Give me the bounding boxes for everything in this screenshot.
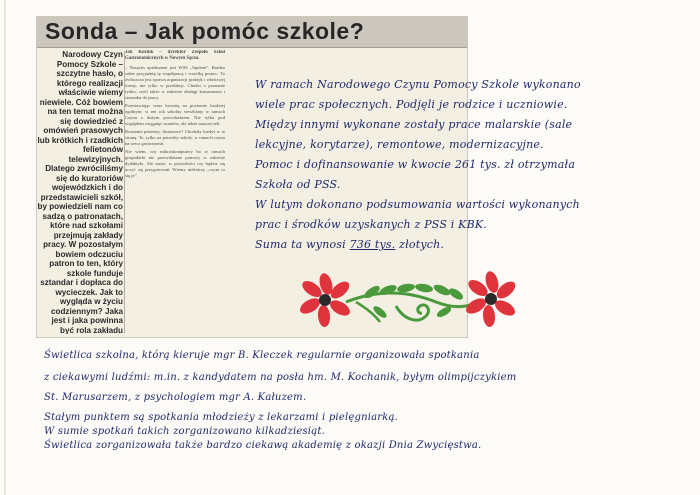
handwritten-line: W lutym dokonano podsumowania wartości wykonanych (255, 198, 580, 211)
clipping-interview-column (125, 50, 225, 334)
handwritten-line: Świetlica szkolna, którą kieruje mgr B. Kleczek regularnie organizowała spotkania (44, 350, 480, 361)
handwritten-line: Świetlica zorganizowała także bardzo ciekawą akademię z okazji Dnia Zwycięstwa. (44, 440, 482, 451)
flower-ornament (296, 262, 522, 344)
handwritten-line: Stałym punktem są spotkania młodzieży z lekarzami i pielęgniarką. (44, 412, 399, 423)
interview-paragraph: Rozmaite prezenty, finansowe? Chodziły kiedyś w te stronę. To, tylko na potrzeby szkoły, w ramach czynu na rzecz gastronomii. (125, 129, 225, 146)
handwritten-line: wiele prac społecznych. Podjęli je rodzice i uczniowie. (255, 98, 568, 111)
page-binding-edge (4, 0, 6, 495)
handwritten-line: W sumie spotkań takich zorganizowano kilkadziesiąt. (44, 426, 325, 437)
handwritten-line: lekcyjne, korytarze), remontowe, modernizacyjne. (255, 138, 544, 151)
flower-right-icon (463, 270, 518, 328)
sum-value: 736 tys. (349, 238, 396, 251)
handwritten-sum-line: Suma ta wynosi 736 tys. złotych. (255, 238, 445, 251)
handwritten-line: z ciekawymi ludźmi: m.in. z kandydatem na posła hm. M. Kochanik, byłym olimpijczykiem (44, 372, 517, 383)
handwritten-line: Szkoła od PSS. (255, 178, 341, 191)
interview-paragraph: – Naszym opiekunem jest WSS „Społem”. Bardzo sobie przyjaźnię tę współpracę i wszelką pomoc. To zwłaszcza jest sprawa organizacji praktyk i właściwej formy, nie tylko w produkcji. Chodzi o poznanie rynku, czyli także w zakresie obsługi konsumenta i stosunku do pracy. (125, 65, 225, 100)
interview-paragraph: Nie wiem, czy mikroskomputery bo w ramach gospodarki nie przewidziano pomocy w zakresie dydaktyki. Ale może, w przyszłości czy będzie się uczyć się przygotowań. Wiemy niektórzy „czym to się je”. (125, 149, 225, 178)
clipping-header (37, 17, 467, 48)
flower-left-icon (297, 272, 352, 328)
interview-paragraph: Przestawiając teraz kwestię na poziomie bardziej ogólnym: w ten rok szkolny weszliśmy w ramach Czynu z dużym powodzeniem. Nie tylko pod względem osiągnięć uczniów, ale także nauczycieli. (125, 103, 225, 126)
handwritten-line: St. Marusarzem, z psychologiem mgr A. Kałuzem. (44, 392, 307, 403)
clipping-intro-text: Narodowy Czyn Pomocy Szkole – szczytne hasło, o którego realizacji właściwie wiemy niewiele. Cóż bowiem na ten temat można się dowiedzieć z omówień prasowych lub krótkich i rzadkich felietonów telewizyjnych. Dlatego zwróciliśmy się do kuratoriów wojewódzkich i do przedstawicieli szkół, by powiedzieli nam co sadzą o patronatach, które nad szkołami przejmują zakłady pracy. W pozostałym bowiem odczuciu patron to ten, który szkole funduje sztandar i dopłaca do wycieczek. Jak to wygląda w życiu codziennym? Jaka jest i jaka powinna być rola zakładu (37, 50, 123, 334)
handwritten-line: W ramach Narodowego Czynu Pomocy Szkole wykonano (255, 78, 581, 91)
clipping-intro-column (37, 50, 123, 334)
leaf-icon (362, 282, 465, 319)
handwritten-line: Między innymi wykonane zostały prace malarskie (sale (255, 118, 573, 131)
interview-byline: Jan Koziuk – dyrektor Zespołu Szkół Gastronomicznych w Nowym Sączu. (125, 50, 225, 61)
handwritten-line: Pomoc i dofinansowanie w kwocie 261 tys. zł otrzymała (255, 158, 576, 171)
handwritten-line: prac i środków uzyskanych z PSS i KBK. (255, 218, 487, 231)
clipping-title: Sonda – Jak pomóc szkole? (45, 18, 365, 44)
